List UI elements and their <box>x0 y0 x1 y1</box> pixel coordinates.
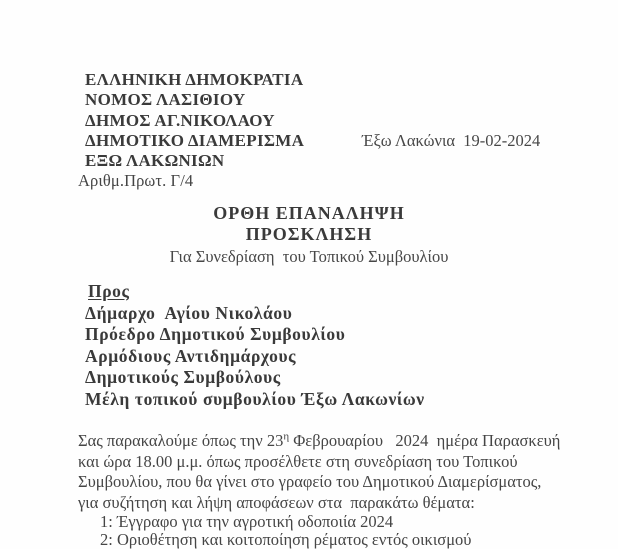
protocol-number: Αριθμ.Πρωτ. Γ/4 <box>78 171 194 191</box>
document-subtitle: Για Συνεδρίαση του Τοπικού Συμβουλίου <box>169 246 449 266</box>
letterhead <box>78 70 305 192</box>
recipients-block <box>85 281 425 410</box>
place-and-date: Έξω Λακώνια 19-02-2024 <box>362 131 541 150</box>
recipients-label-row <box>85 281 425 303</box>
body-line: και ώρα 18.00 μ.μ. όπως προσέλθετε στη συνεδρίαση του Τοπικού <box>78 451 518 471</box>
body-line-start: Σας παρακαλούμε όπως την 23 <box>78 431 284 450</box>
ordinal-superscript: η <box>283 430 290 443</box>
title-block <box>0 203 618 267</box>
recipient-line: Πρόεδρο Δημοτικού Συμβουλίου <box>85 324 346 344</box>
letterhead-line: ΔΗΜΟΤΙΚΟ ΔΙΑΜΕΡΙΣΜΑ <box>85 130 305 150</box>
letterhead-line: ΕΞΩ ΛΑΚΩΝΙΩΝ <box>85 151 225 171</box>
recipient-line: Αρμόδιους Αντιδημάρχους <box>85 345 297 366</box>
recipients-label: Προς <box>88 281 130 301</box>
recipient-line: Μέλη τοπικού συμβουλίου Έξω Λακωνίων <box>85 388 425 409</box>
agenda-item: 1: Έγγραφο για την αγροτική οδοποιία 2024 <box>100 512 394 532</box>
recipient-line: Δημοτικούς Συμβούλους <box>85 367 281 387</box>
body-line-end: Φεβρουαρίου 2024 ημέρα Παρασκευή <box>289 431 561 450</box>
agenda-item: 2: Οριοθέτηση και κοιτοποίηση ρέματος εντός οικισμού <box>100 529 472 549</box>
body-line: για συζήτηση και λήψη αποφάσεων στα παρακάτω θέματα: <box>78 492 475 512</box>
body-line: Συμβουλίου, που θα γίνει στο γραφείο του Δημοτικού Διαμερίσματος, <box>78 472 542 492</box>
letterhead-line: ΔΗΜΟΣ ΑΓ.ΝΙΚΟΛΑΟΥ <box>85 110 275 130</box>
letterhead-line: ΕΛΛΗΝΙΚΗ ΔΗΜΟΚΡΑΤΙΑ <box>85 70 304 89</box>
letterhead-line: ΝΟΜΟΣ ΛΑΣΙΘΙΟΥ <box>85 90 246 110</box>
document-title: ΠΡΟΣΚΛΗΣΗ <box>245 224 373 245</box>
recipient-line: Δήμαρχο Αγίου Νικολάου <box>85 302 293 323</box>
body-text <box>78 431 568 548</box>
correction-notice: ΟΡΘΗ ΕΠΑΝΑΛΗΨΗ <box>213 203 405 223</box>
body-line <box>78 431 568 452</box>
